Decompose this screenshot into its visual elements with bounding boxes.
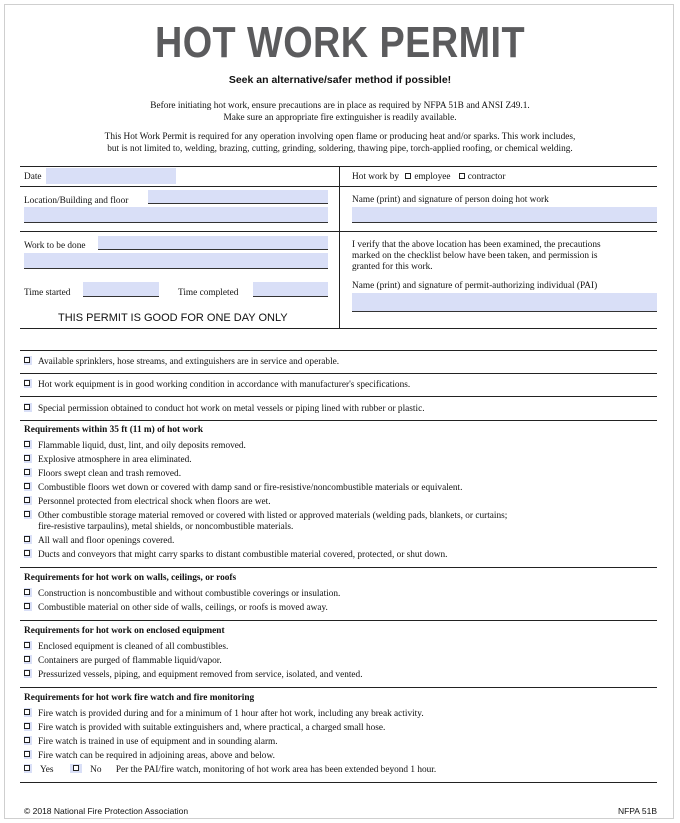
form-end-rule	[20, 782, 657, 783]
contractor-label: contractor	[467, 172, 506, 182]
section-walls-heading: Requirements for hot work on walls, ceilings, or roofs	[24, 573, 237, 583]
checklist-item: Personnel protected from electrical shock when floors are wet.	[24, 496, 644, 508]
time-started-label: Time started	[24, 288, 71, 298]
checklist-item: Hot work equipment is in good working condition in accordance with manufacturer's specifications.	[24, 379, 644, 391]
other-storage-line-2: fire-resistive tarpaulins), metal shields, or noncombustible materials.	[38, 522, 294, 532]
footer-copyright: © 2018 National Fire Protection Association	[24, 806, 189, 816]
intro-paragraph-1	[40, 100, 640, 124]
hot-work-by-row	[352, 172, 505, 182]
footer-code: NFPA 51B	[617, 806, 657, 816]
time-completed-underline	[253, 296, 328, 297]
location-underline-2	[24, 222, 328, 223]
checklist-item: Pressurized vessels, piping, and equipment removed from service, isolated, and vented.	[24, 669, 644, 681]
checklist-item: Available sprinklers, hose streams, and extinguishers are in service and operable.	[24, 356, 644, 368]
yes-checkbox[interactable]	[24, 765, 30, 771]
checklist-checkbox[interactable]	[24, 751, 30, 757]
section-35ft-heading: Requirements within 35 ft (11 m) of hot work	[24, 425, 204, 435]
intro-paragraph-2	[40, 131, 640, 155]
one-day-notice: THIS PERMIT IS GOOD FOR ONE DAY ONLY	[58, 312, 288, 324]
date-field[interactable]	[46, 168, 176, 184]
location-underline	[148, 203, 328, 204]
checklist-checkbox[interactable]	[24, 404, 30, 410]
checklist-checkbox[interactable]	[24, 536, 30, 542]
verify-line-2: marked on the checklist below have been taken, and permission is	[352, 251, 598, 261]
checklist-item: Combustible floors wet down or covered with damp sand or fire-resistive/noncombustible materials or equivalent.	[24, 482, 644, 494]
extension-text: Per the PAI/fire watch, monitoring of hot work area has been extended beyond 1 hour.	[115, 765, 437, 775]
page-title: HOT WORK PERMIT	[154, 18, 526, 67]
pai-name-label: Name (print) and signature of permit-authorizing individual (PAI)	[352, 281, 598, 291]
checklist-checkbox[interactable]	[24, 357, 30, 363]
checklist-item: Ducts and conveyors that might carry sparks to distant combustible material covered, protected, or shut down.	[24, 549, 644, 561]
checklist-checkbox[interactable]	[24, 441, 30, 447]
checklist-checkbox[interactable]	[24, 709, 30, 715]
checklist-item: All wall and floor openings covered.	[24, 535, 644, 547]
intro-2-line-2: but is not limited to, welding, brazing, cutting, grinding, soldering, thawing pipe, torch-applied roofing, or chemical welding.	[107, 144, 573, 154]
section-firewatch-heading: Requirements for hot work fire watch and fire monitoring	[24, 693, 255, 703]
section-35ft-top-rule	[20, 420, 657, 421]
location-row-rule	[20, 231, 339, 232]
hotwork-row-rule	[339, 186, 657, 187]
yes-label: Yes	[39, 765, 54, 775]
checklist-item: Fire watch is provided with suitable extinguishers and, where practical, a charged small hose.	[24, 722, 644, 734]
checklist-item: Fire watch can be required in adjoining areas, above and below.	[24, 750, 644, 762]
date-row-rule	[20, 186, 339, 187]
checklist-checkbox[interactable]	[24, 723, 30, 729]
contractor-checkbox[interactable]	[459, 173, 465, 179]
section-enclosed-heading: Requirements for hot work on enclosed equipment	[24, 626, 225, 636]
checklist-checkbox[interactable]	[24, 550, 30, 556]
section-enclosed-top-rule	[20, 620, 657, 621]
checklist-checkbox[interactable]	[24, 380, 30, 386]
employee-checkbox[interactable]	[405, 173, 411, 179]
checklist-checkbox[interactable]	[24, 589, 30, 595]
time-started-underline	[83, 296, 159, 297]
intro-2-line-1: This Hot Work Permit is required for any operation involving open flame or producing heat and/or sparks. This work includes,	[104, 132, 576, 142]
worker-name-underline	[352, 222, 657, 223]
verify-line-3: granted for this work.	[352, 262, 433, 272]
location-label: Location/Building and floor	[24, 196, 129, 206]
hot-work-by-label: Hot work by	[352, 172, 399, 182]
form-bottom-rule	[20, 328, 657, 329]
pai-name-underline	[352, 311, 657, 312]
worker-name-label: Name (print) and signature of person doing hot work	[352, 195, 549, 205]
pai-name-field[interactable]	[352, 293, 657, 312]
location-field[interactable]	[148, 190, 328, 204]
work-to-be-done-label: Work to be done	[24, 241, 86, 251]
time-completed-label: Time completed	[178, 288, 239, 298]
checklist-item: Fire watch is provided during and for a minimum of 1 hour after hot work, including any break activity.	[24, 708, 644, 720]
other-storage-line-1: Other combustible storage material removed or covered with listed or approved materials (welding pads, blankets, or curtains;	[38, 511, 508, 521]
intro-1-line-2: Make sure an appropriate fire extinguisher is readily available.	[223, 113, 457, 123]
checklist-item: Construction is noncombustible and without combustible coverings or insulation.	[24, 588, 644, 600]
no-label: No	[90, 765, 102, 775]
no-checkbox[interactable]	[73, 765, 79, 771]
checklist-item: Combustible material on other side of walls, ceilings, or roofs is moved away.	[24, 602, 644, 614]
work-underline	[98, 249, 328, 250]
checklist-checkbox[interactable]	[24, 642, 30, 648]
checklist-item: Flammable liquid, dust, lint, and oily deposits removed.	[24, 440, 644, 452]
work-to-be-done-field-line-2[interactable]	[24, 253, 328, 269]
date-label: Date	[24, 172, 42, 182]
worker-name-field[interactable]	[352, 207, 657, 223]
time-started-field[interactable]	[83, 282, 159, 297]
verification-statement	[352, 240, 601, 273]
work-to-be-done-field[interactable]	[98, 236, 328, 250]
section-firewatch-top-rule	[20, 687, 657, 688]
general-rule-2	[20, 396, 657, 397]
extension-row	[24, 764, 644, 776]
general-top-rule	[20, 350, 657, 351]
checklist-item: Explosive atmosphere in area eliminated.	[24, 454, 644, 466]
checklist-checkbox[interactable]	[24, 737, 30, 743]
checklist-checkbox[interactable]	[24, 455, 30, 461]
employee-label: employee	[414, 172, 451, 182]
checklist-checkbox[interactable]	[24, 497, 30, 503]
checklist-item: Floors swept clean and trash removed.	[24, 468, 644, 480]
section-walls-top-rule	[20, 567, 657, 568]
checklist-checkbox[interactable]	[24, 483, 30, 489]
work-underline-2	[24, 268, 328, 269]
form-column-divider	[339, 166, 340, 328]
verify-line-1: I verify that the above location has been examined, the precautions	[352, 240, 601, 250]
checklist-item: Containers are purged of flammable liquid/vapor.	[24, 655, 644, 667]
intro-1-line-1: Before initiating hot work, ensure precautions are in place as required by NFPA 51B and ANSI Z49.1.	[150, 101, 530, 111]
checklist-item: Enclosed equipment is cleaned of all combustibles.	[24, 641, 644, 653]
time-completed-field[interactable]	[253, 282, 328, 297]
checklist-checkbox[interactable]	[24, 469, 30, 475]
checklist-checkbox[interactable]	[24, 656, 30, 662]
checklist-checkbox[interactable]	[24, 603, 30, 609]
general-rule-1	[20, 373, 657, 374]
checklist-item: Special permission obtained to conduct hot work on metal vessels or piping lined with rubber or plastic.	[24, 403, 644, 415]
worker-row-rule	[339, 231, 657, 232]
checklist-item: Fire watch is trained in use of equipment and in sounding alarm.	[24, 736, 644, 748]
page-subtitle: Seek an alternative/safer method if possible!	[228, 74, 452, 86]
checklist-checkbox[interactable]	[24, 670, 30, 676]
checklist-checkbox[interactable]	[24, 511, 30, 517]
checklist-item-two-line	[24, 510, 624, 533]
location-field-line-2[interactable]	[24, 207, 328, 223]
